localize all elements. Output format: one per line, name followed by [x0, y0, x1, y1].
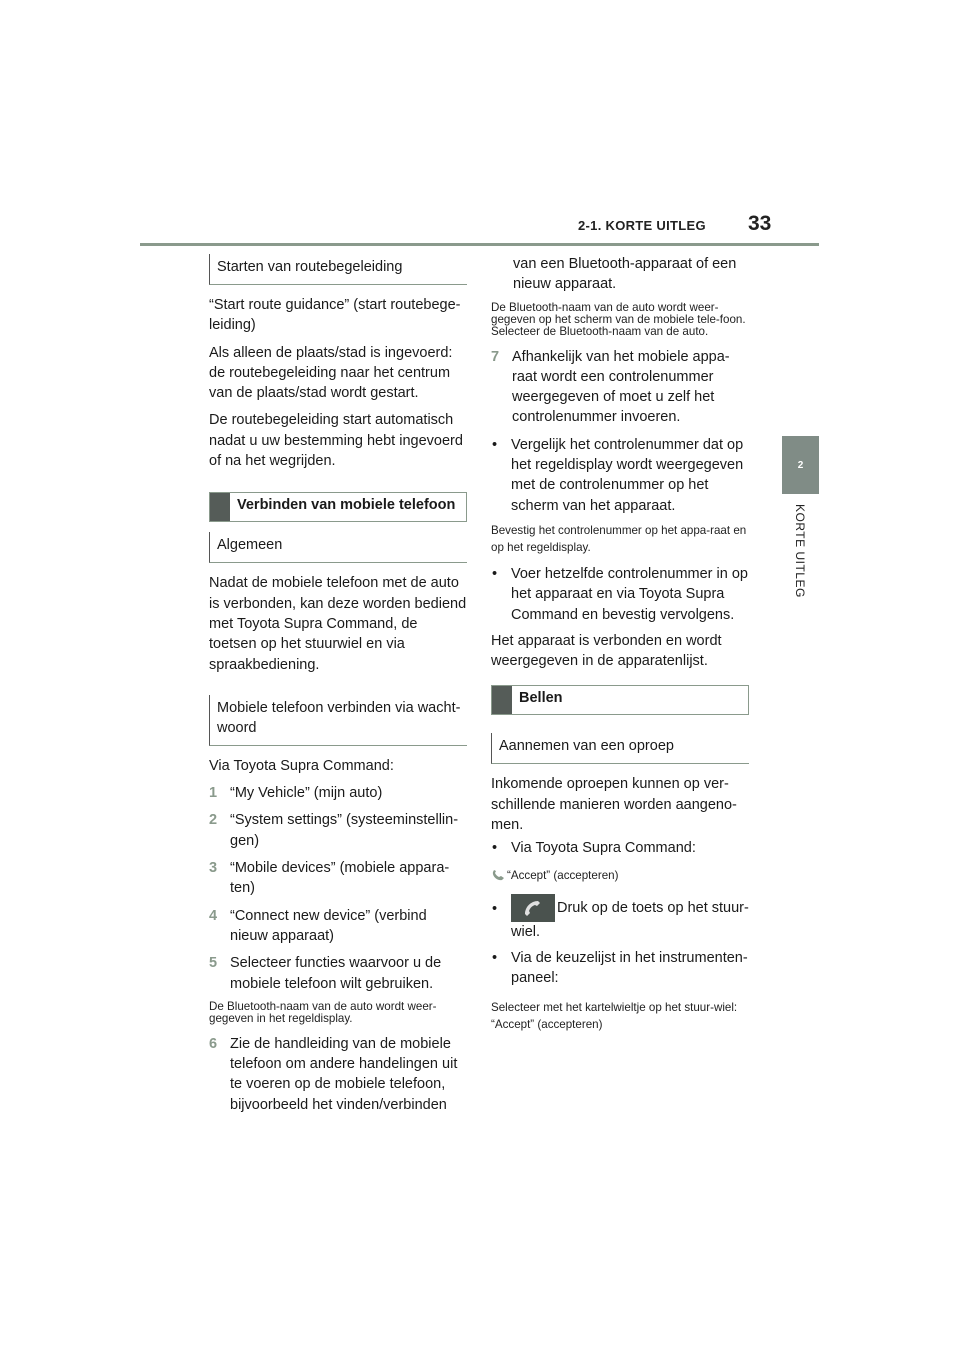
step-text: Afhankelijk van het mobiele appa-raat wordt een controlenummer weergegeven of moet u zelf het controlenummer invoeren. — [512, 348, 730, 426]
bullet-mark: • — [492, 565, 498, 582]
note-with-icon — [491, 870, 749, 882]
section-heading-connect-phone — [209, 492, 467, 522]
bullet-text: Via de keuzelijst in het instrumenten-paneel: — [511, 950, 748, 987]
paragraph-continued: van een Bluetooth-apparaat of een nieuw apparaat. — [513, 256, 737, 293]
step-text: “My Vehicle” (mijn auto) — [230, 785, 383, 802]
subheading-general: Algemeen — [209, 532, 467, 563]
step-number: 3 — [209, 860, 218, 877]
subheading-connect-password: Mobiele telefoon verbinden via wacht-woord — [209, 695, 467, 746]
section-title: 2-1. KORTE UITLEG — [578, 218, 706, 233]
chapter-number: 2 — [797, 459, 804, 471]
section-marker — [492, 686, 512, 714]
page-number: 33 — [748, 212, 772, 235]
note: Selecteer met het kartelwieltje op het stuur-wiel: “Accept” (accepteren) — [491, 1000, 738, 1031]
bullet-mark: • — [492, 436, 498, 453]
step-number: 5 — [209, 955, 218, 972]
phone-handset-icon — [521, 898, 543, 918]
step-text: “System settings” (systeeminstellin-gen) — [230, 812, 459, 849]
step-number: 7 — [491, 348, 500, 365]
note-text: “Accept” (accepteren) — [507, 868, 619, 882]
bullet-text: Druk op de toets op het stuur-wiel. — [511, 899, 749, 940]
bullet-mark: • — [492, 950, 498, 966]
note: De Bluetooth-naam van de auto wordt weer-gegeven op het scherm van de mobiele tele-foon. Selecteer de Bluetooth-naam van de auto. — [491, 300, 746, 338]
note: De Bluetooth-naam van de auto wordt weer-gegeven in het regeldisplay. — [209, 999, 437, 1025]
bullet-text: Via Toyota Supra Command: — [511, 840, 696, 857]
steering-wheel-phone-button — [511, 894, 555, 922]
step-item — [209, 1034, 467, 1115]
subheading-route-start: Starten van routebegeleiding — [209, 254, 467, 285]
step-number: 2 — [209, 812, 218, 829]
right-column — [491, 254, 749, 1041]
section-marker — [210, 493, 230, 521]
paragraph: “Start route guidance” (start routebege-leiding) — [209, 297, 461, 334]
step-item — [209, 858, 467, 899]
step-text: Selecteer functies waarvoor u de mobiele telefoon wilt gebruiken. — [230, 955, 442, 992]
subheading-answer-call: Aannemen van een oproep — [491, 733, 749, 764]
section-heading-calling — [491, 685, 749, 715]
section-heading-label: Bellen — [519, 690, 563, 707]
header-divider — [140, 243, 819, 246]
chapter-label: KORTE UITLEG — [793, 504, 807, 598]
step-text: “Connect new device” (verbind nieuw apparaat) — [230, 907, 427, 944]
paragraph: Nadat de mobiele telefoon met de auto is verbonden, kan deze worden bediend met Toyota Supra Command, de toetsen op het stuurwiel en via spraakbediening. — [209, 575, 467, 673]
step-item — [209, 906, 467, 947]
step-item — [209, 953, 467, 994]
bullet-item — [491, 948, 749, 989]
bullet-mark: • — [492, 900, 498, 917]
bullet-item — [491, 838, 749, 858]
paragraph: Als alleen de plaats/stad is ingevoerd: de routebegeleiding naar het centrum van de plaats/stad wordt gestart. — [209, 344, 453, 402]
bullet-item — [491, 435, 749, 516]
step-number: 4 — [209, 907, 218, 924]
paragraph: Inkomende oproepen kunnen op ver-schillende manieren worden aangeno-men. — [491, 776, 737, 834]
bullet-text: Voer hetzelfde controlenummer in op het apparaat en via Toyota Supra Command en bevestig vervolgens. — [511, 565, 748, 623]
section-heading-label: Verbinden van mobiele telefoon — [237, 497, 456, 514]
step-number: 6 — [209, 1035, 218, 1052]
paragraph: De routebegeleiding start automatisch nadat u uw bestemming hebt ingevoerd of na het wegrijden. — [209, 412, 463, 470]
step-number: 1 — [209, 785, 218, 802]
bullet-mark: • — [492, 840, 498, 857]
phone-handset-icon — [491, 870, 507, 882]
bullet-item — [491, 564, 749, 625]
chapter-tab — [782, 436, 819, 494]
bullet-text: Vergelijk het controlenummer dat op het regeldisplay wordt weergegeven met de controlenummer op het scherm van het apparaat. — [511, 436, 744, 514]
step-item — [491, 347, 749, 428]
step-item — [209, 810, 467, 851]
step-text: Zie de handleiding van de mobiele telefoon om andere handelingen uit te voeren op de mobiele telefoon, bijvoorbeeld het vinden/verbinden — [230, 1035, 458, 1113]
step-item — [209, 783, 467, 803]
paragraph: Via Toyota Supra Command: — [209, 757, 394, 774]
left-column — [209, 254, 467, 1122]
bullet-item — [491, 894, 749, 942]
chapter-label-vertical — [775, 504, 825, 604]
note: Bevestig het controlenummer op het appa-raat en op het regeldisplay. — [491, 523, 747, 554]
step-text: “Mobile devices” (mobiele appara-ten) — [230, 860, 450, 897]
paragraph: Het apparaat is verbonden en wordt weergegeven in de apparatenlijst. — [491, 632, 722, 670]
